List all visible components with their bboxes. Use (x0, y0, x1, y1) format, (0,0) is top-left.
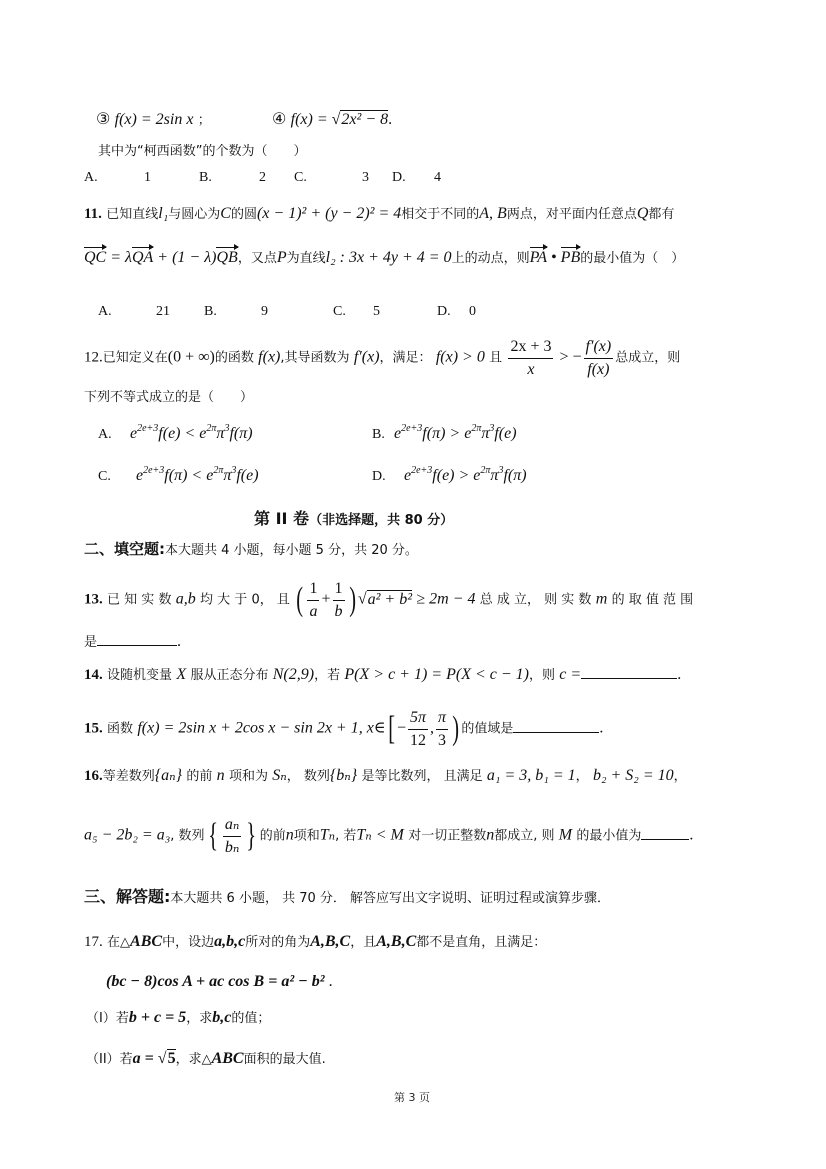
q16-number: 16. (84, 768, 103, 784)
q10-item4-radicand: 2x² − 8 (341, 111, 389, 128)
q11-option-d[interactable]: D. (437, 304, 451, 319)
q11-option-a[interactable]: A. (98, 304, 112, 319)
q12-option-b[interactable]: B. $e^{2e+3}f(\pi) > e^{2\pi}\pi^3f(e)$ (372, 423, 517, 442)
q12-fraction-2: $\frac{f'(x)}{f(x)}$ (585, 338, 612, 378)
q12-option-c[interactable]: C. $e^{2e+3}f(\pi) < e^{2\pi}\pi^3f(e)$ (98, 465, 259, 484)
q11-circle-equation: (x − 1)² + (y − 2)² = 4 (256, 205, 402, 222)
q12-fraction-1: $\frac{2x + 3}{x}$ (510, 338, 552, 378)
q16-answer-blank[interactable] (641, 825, 689, 840)
section2-description: 本大题共 4 小题，每小题 5 分，共 20 分。 (165, 543, 418, 558)
q10-option-a[interactable]: A. (84, 170, 98, 185)
q13-number: 13. (84, 591, 103, 608)
q10-options: A. 1 B. 2 C. 3 D. 4 (84, 170, 441, 185)
part2-subtitle: （非选择题，共 80 分） (309, 513, 454, 528)
q13-sqrt: a² + b² (367, 590, 413, 608)
q11-line-l2: l₂ : 3x + 4y + 4 = 0 (325, 249, 452, 266)
q12-number: 12. (84, 349, 103, 366)
circled-4-marker: ④ (272, 111, 287, 128)
q12-line1: 12.已知定义在(0 + ∞)的函数 f(x),其导函数为 f′(x)，满足： f(x) > 0 且 $\frac{2x + 3}{x}$ > − $\frac{f'(x)}{f(x)}$ 总成立，则 (84, 338, 681, 378)
q14-line: 14. 设随机变量 X 服从正态分布 N(2,9)，若 P(X > c + 1) = P(X < c − 1)，则 c = . (84, 666, 682, 683)
q13-line1: 13. 已 知 实 数 a,b 均 大 于 0， 且 ( $\frac{1}{a}$ + $\frac{1}{b}$ ) √a² + b² ≥ 2m − 4 总 成 立， 则 实 数 m 的 取 值 范 围 (84, 580, 694, 620)
q12-line2: 下列不等式成立的是（ ） (84, 390, 254, 405)
q17-line1: 17. 在△ABC中，设边a,b,c所对的角为A,B,C，且A,B,C都不是直角，且满足： (84, 933, 547, 950)
vector-pa: PA (529, 249, 548, 266)
q15-line: 15. 函数 f(x) = 2sin x + 2cos x − sin 2x + 1, x∈[ − $\frac{5\pi}{12}$ , $\frac{\pi}{3}$ ) 的值域是 . (84, 709, 604, 749)
vector-qa: QA (131, 249, 154, 266)
q12-option-d[interactable]: D. $e^{2e+3}f(e) > e^{2\pi}\pi^3f(\pi)$ (372, 465, 527, 484)
q16-line2: a₅ − 2b₂ = a₃, 数列{ $\frac{\text{aₙ}}{\text{bₙ}}$ } 的前n项和Tₙ, 若Tₙ < M 对一切正整数n都成立, 则 M 的最小值为 . (84, 816, 694, 856)
q16-line1: 16.等差数列{aₙ} 的前 n 项和为 Sₙ， 数列{bₙ} 是等比数列， 且满足 a₁ = 3, b₁ = 1， b₂ + S₂ = 10， (84, 767, 687, 784)
q17-number: 17. (84, 934, 103, 950)
q12-domain: (0 + ∞) (167, 348, 215, 366)
q13-line2: 是 . (84, 633, 182, 650)
q14-number: 14. (84, 667, 103, 683)
section3-heading: 三、解答题:本大题共 6 小题， 共 70 分． 解答应写出文字说明、证明过程或演算步骤． (84, 887, 611, 906)
q11-options: A. 21 B. 9 C. 5 D. 0 (98, 304, 476, 319)
q11-line1: 11. 已知直线l₁与圆心为C的圆(x − 1)² + (y − 2)² = 4相交于不同的A, B两点，对平面内任意点Q都有 (84, 205, 675, 222)
q10-option-d[interactable]: D. (392, 170, 406, 185)
q11-number: 11. (84, 206, 102, 222)
vector-qc: QC (84, 249, 107, 266)
circled-3-marker: ③ (96, 111, 111, 128)
q11-option-c[interactable]: C. (333, 304, 346, 319)
q15-number: 15. (84, 720, 103, 737)
vector-pb: PB (560, 249, 581, 266)
section3-description: 本大题共 6 小题， 共 70 分． 解答应写出文字说明、证明过程或演算步骤． (170, 891, 611, 906)
q17-equation: (bc − 8)cos A + ac cos B = a² − b² . (106, 973, 333, 990)
page-number-footer: 第 3 页 (394, 1091, 430, 1104)
dot-product-icon: • (547, 249, 561, 266)
q11-line2: QC = λQA + (1 − λ)QB，又点P为直线l₂ : 3x + 4y + 4 = 0上的动点，则PA • PB的最小值为（ ） (84, 249, 685, 266)
section2-heading: 二、填空题:本大题共 4 小题，每小题 5 分，共 20 分。 (84, 540, 418, 558)
q13-answer-blank[interactable] (97, 631, 177, 646)
q10-option-c[interactable]: C. (294, 170, 307, 185)
q12-option-a[interactable]: A. $e^{2e+3}f(e) < e^{2\pi}\pi^3f(\pi)$ (98, 423, 253, 442)
q17-part1: （I）若b + c = 5，求b,c的值； (86, 1009, 271, 1026)
part2-title: 第 II 卷（非选择题，共 80 分） (254, 509, 454, 528)
q10-item3: ③ f(x) = 2sin x ； (96, 111, 211, 128)
q17-part2: （II）若a = √5，求△ABC面积的最大值. (86, 1050, 326, 1067)
q10-question: 其中为“柯西函数”的个数为（ ） (98, 144, 307, 159)
vector-qb: QB (216, 249, 238, 266)
q10-option-b[interactable]: B. (199, 170, 212, 185)
q14-answer-blank[interactable] (581, 664, 677, 679)
q10-item4: ④ f(x) = √2x² − 8. (272, 111, 393, 128)
q11-option-b[interactable]: B. (204, 304, 217, 319)
q15-answer-blank[interactable] (513, 718, 599, 733)
q10-item3-expr: f(x) = 2sin x (114, 111, 194, 128)
